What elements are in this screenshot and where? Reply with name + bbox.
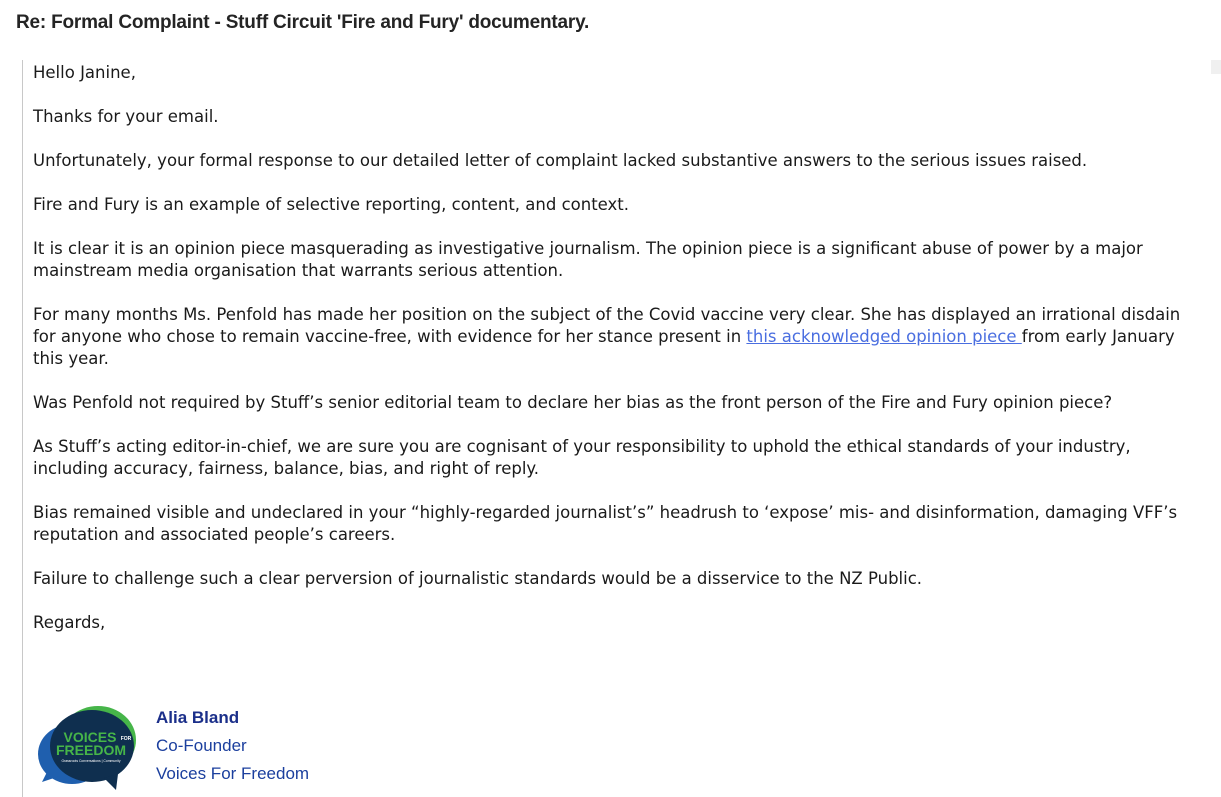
paragraph-8: Bias remained visible and undeclared in your “highly-regarded journalist’s” headrush to ‘expose’ mis- and disinformation, damaging VFF’s reputation and associated people’s careers.	[33, 503, 1178, 544]
signature-org: Voices For Freedom	[156, 764, 310, 783]
paragraph-7: As Stuff’s acting editor-in-chief, we are sure you are cognisant of your responsibility to uphold the ethical standards of your industry, including accuracy, fairness, balance, bias, and right of reply.	[33, 437, 1131, 478]
paragraph-5-start: For many months Ms. Penfold has made her position on the subject of the Covid vaccine very clear. She has displayed an irrational disdain for anyone who chose to remain vaccine-free, with evidence for her stance present in	[33, 305, 1181, 346]
opinion-piece-link[interactable]: this acknowledged opinion piece	[746, 327, 1022, 346]
email-body	[33, 62, 1208, 656]
paragraph-5	[33, 304, 1208, 370]
svg-text:VOICES: VOICES	[63, 729, 117, 745]
paragraph-9: Failure to challenge such a clear perversion of journalistic standards would be a disservice to the NZ Public.	[33, 569, 923, 588]
signature	[34, 702, 434, 792]
svg-text:Grassroots Conversations | Com: Grassroots Conversations | Community	[61, 759, 121, 763]
closing: Regards,	[33, 613, 106, 632]
greeting: Hello Janine,	[33, 63, 136, 82]
paragraph-5-end: from early January this year.	[33, 327, 1175, 368]
signature-text	[156, 704, 309, 788]
scrollbar-track[interactable]	[1211, 60, 1221, 74]
signature-role: Co-Founder	[156, 736, 247, 755]
quote-bar	[22, 60, 23, 797]
email-subject: Re: Formal Complaint - Stuff Circuit 'Fire and Fury' documentary.	[16, 12, 590, 33]
signature-name: Alia Bland	[156, 708, 240, 727]
paragraph-1: Thanks for your email.	[33, 107, 219, 126]
paragraph-2: Unfortunately, your formal response to our detailed letter of complaint lacked substantive answers to the serious issues raised.	[33, 151, 1088, 170]
voices-for-freedom-logo	[34, 702, 140, 792]
svg-text:FOR: FOR	[120, 736, 132, 742]
svg-text:FREEDOM: FREEDOM	[56, 742, 126, 758]
paragraph-4: It is clear it is an opinion piece masquerading as investigative journalism. The opinion piece is a significant abuse of power by a major mainstream media organisation that warrants serious attention.	[33, 239, 1143, 280]
paragraph-3: Fire and Fury is an example of selective reporting, content, and context.	[33, 195, 630, 214]
paragraph-6: Was Penfold not required by Stuff’s senior editorial team to declare her bias as the front person of the Fire and Fury opinion piece?	[33, 393, 1113, 412]
